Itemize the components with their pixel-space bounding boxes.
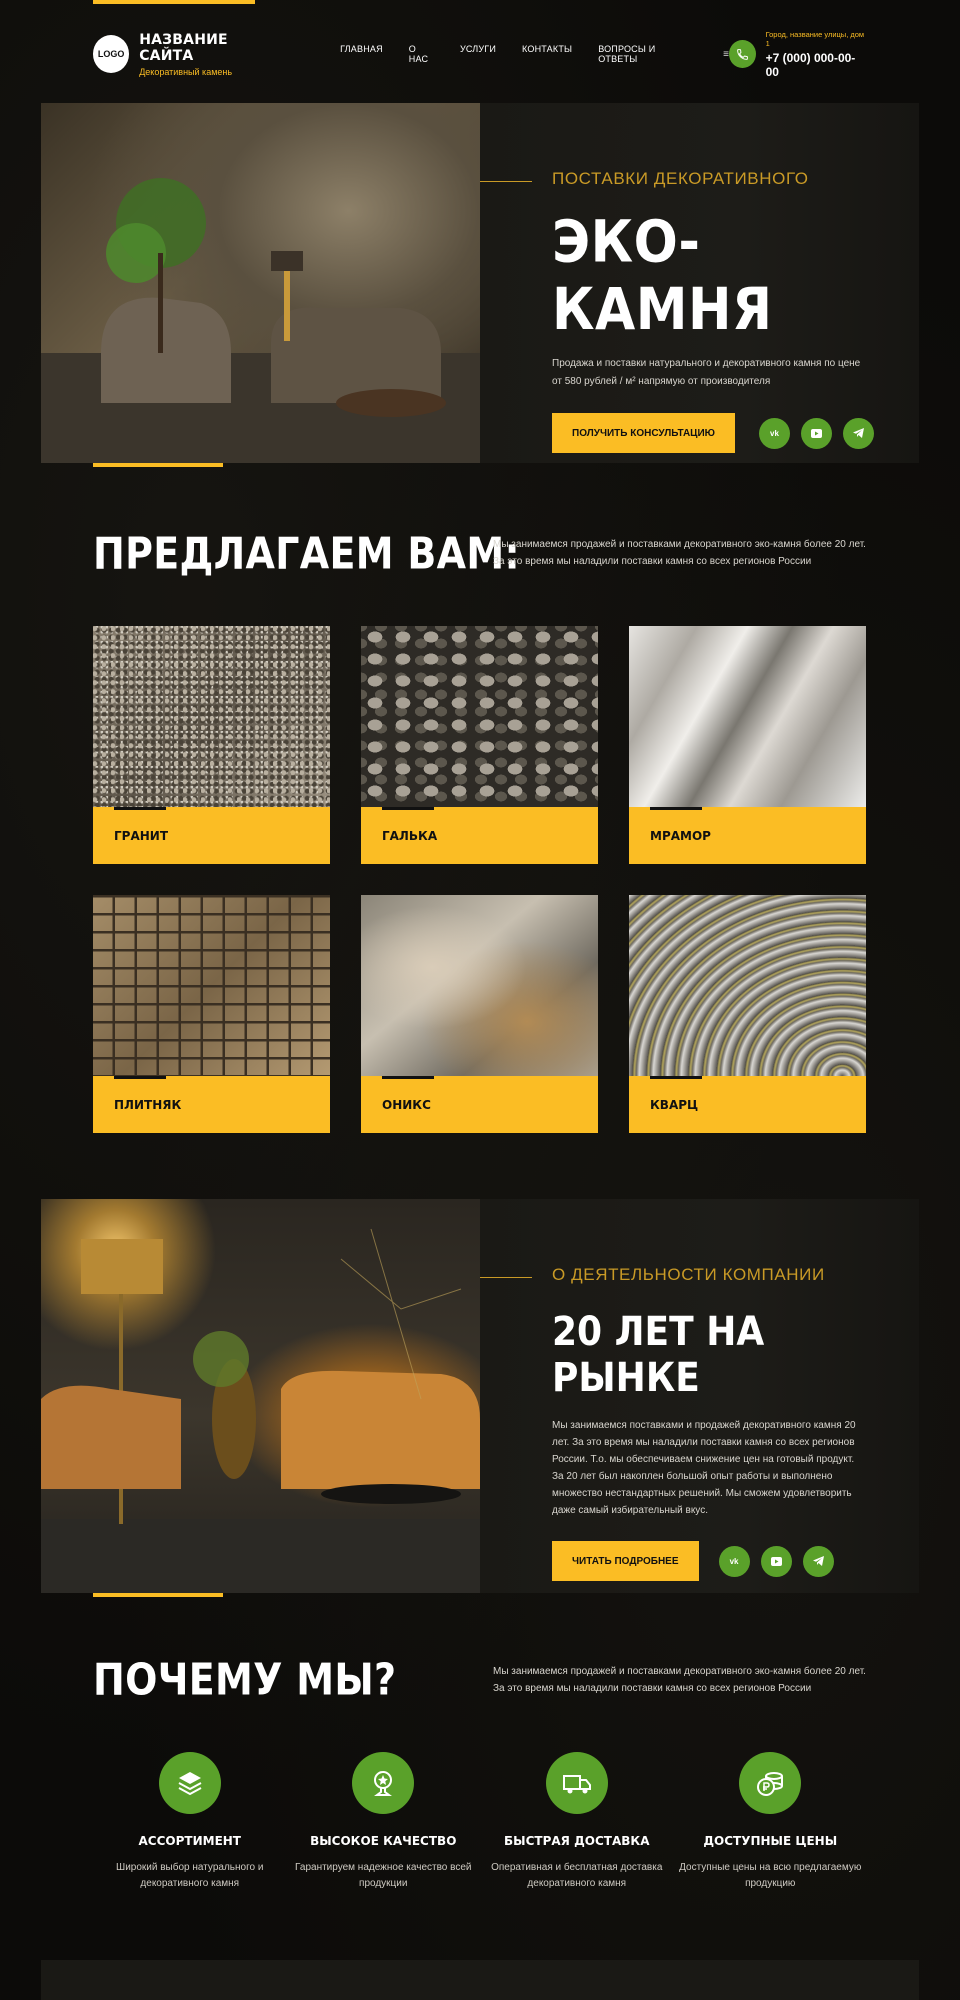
vk-icon[interactable]: vk xyxy=(719,1546,750,1577)
about-underline xyxy=(93,1593,223,1597)
nav-about[interactable]: О НАС xyxy=(408,44,429,64)
feature-title: БЫСТРАЯ ДОСТАВКА xyxy=(504,1834,650,1848)
contact-block xyxy=(729,30,865,79)
granite-image xyxy=(93,626,330,807)
hero-social xyxy=(759,418,874,449)
card-pebble[interactable] xyxy=(361,626,598,864)
layers-icon xyxy=(159,1752,221,1814)
telegram-icon[interactable] xyxy=(803,1546,834,1577)
read-more-button[interactable]: ЧИТАТЬ ПОДРОБНЕЕ xyxy=(552,1541,699,1581)
about-description: Мы занимаемся поставками и продажей декоративного камня 20 лет. За это время мы наладили поставки камня со всех регионов России. Т.о. мы обеспечиваем снижение цен на готовый продукт. За 20 лет был накоплен большой опыт работы и выполнено множество нестандартных решений. Мы сможем удовлетворить даже самый избирательный вкус. xyxy=(552,1420,856,1516)
card-label: ГРАНИТ xyxy=(93,807,330,864)
offer-title: ПРЕДЛАГАЕМ ВАМ: xyxy=(93,528,520,579)
card-label: КВАРЦ xyxy=(629,1076,866,1133)
card-onyx[interactable] xyxy=(361,895,598,1133)
feature-delivery xyxy=(480,1752,674,1892)
card-label: ГАЛЬКА xyxy=(361,807,598,864)
card-label: ОНИКС xyxy=(361,1076,598,1133)
feature-quality xyxy=(287,1752,481,1892)
onyx-image xyxy=(361,895,598,1076)
features-list xyxy=(93,1752,867,1892)
feature-title: АССОРТИМЕНТ xyxy=(138,1834,241,1848)
feature-prices xyxy=(674,1752,868,1892)
card-flagstone[interactable] xyxy=(93,895,330,1133)
site-name: НАЗВАНИЕ САЙТА xyxy=(139,31,228,64)
phone-number[interactable]: +7 (000) 000-00-00 xyxy=(765,50,856,79)
about-title: 20 ЛЕТ НА РЫНКЕ xyxy=(552,1309,765,1401)
pebble-image xyxy=(361,626,598,807)
award-icon xyxy=(352,1752,414,1814)
nav-faq[interactable]: ВОПРОСЫ И ОТВЕТЫ xyxy=(598,44,656,64)
site-subtitle: Декоративный камень xyxy=(139,66,233,77)
hero-image xyxy=(41,103,480,463)
hero-description: Продажа и поставки натурального и декоративного камня по цене от 580 рублей / м² напрямую от производителя xyxy=(552,358,861,387)
menu-icon[interactable]: ≡ xyxy=(723,48,729,60)
address: Город, название улицы, дом 1 xyxy=(765,29,865,48)
nav-contacts[interactable]: КОНТАКТЫ xyxy=(522,44,573,54)
nav-services[interactable]: УСЛУГИ xyxy=(459,44,497,54)
about-social xyxy=(719,1546,834,1577)
truck-icon xyxy=(546,1752,608,1814)
youtube-icon[interactable] xyxy=(801,418,832,449)
hero-section xyxy=(41,103,919,463)
hero-underline xyxy=(93,463,223,467)
about-image xyxy=(41,1199,480,1593)
youtube-icon[interactable] xyxy=(761,1546,792,1577)
vk-icon[interactable]: vk xyxy=(759,418,790,449)
card-label: ПЛИТНЯК xyxy=(93,1076,330,1133)
feature-title: ДОСТУПНЫЕ ЦЕНЫ xyxy=(703,1834,838,1848)
flagstone-image xyxy=(93,895,330,1076)
card-marble[interactable] xyxy=(629,626,866,864)
top-accent-bar xyxy=(93,0,255,4)
about-section xyxy=(41,1199,919,1593)
feature-desc: Оперативная и бесплатная доставка декоративного камня xyxy=(491,1862,663,1889)
stone-grid xyxy=(93,626,867,1133)
feature-assortment xyxy=(93,1752,287,1892)
card-label: МРАМОР xyxy=(629,807,866,864)
telegram-icon[interactable] xyxy=(843,418,874,449)
card-quartz[interactable] xyxy=(629,895,866,1133)
feature-desc: Широкий выбор натурального и декоративного камня xyxy=(116,1862,264,1889)
feature-title: ВЫСОКОЕ КАЧЕСТВО xyxy=(310,1834,457,1848)
offer-description: Мы занимаемся продажей и поставками декоративного эко-камня более 20 лет. За это время мы наладили поставки камня со всех регионов России xyxy=(493,539,866,567)
quartz-image xyxy=(629,895,866,1076)
feature-desc: Гарантируем надежное качество всей продукции xyxy=(295,1862,472,1889)
hero-title: ЭКО-КАМНЯ xyxy=(552,209,773,344)
site-header xyxy=(93,30,865,78)
main-nav xyxy=(340,44,709,64)
nav-home[interactable]: ГЛАВНАЯ xyxy=(340,44,383,54)
card-granite[interactable] xyxy=(93,626,330,864)
phone-icon[interactable] xyxy=(729,40,756,68)
coins-icon xyxy=(739,1752,801,1814)
consultation-button[interactable]: ПОЛУЧИТЬ КОНСУЛЬТАЦИЮ xyxy=(552,413,735,453)
brand xyxy=(139,32,280,77)
about-kicker: О ДЕЯТЕЛЬНОСТИ КОМПАНИИ xyxy=(552,1265,825,1284)
marble-image xyxy=(629,626,866,807)
hero-kicker: ПОСТАВКИ ДЕКОРАТИВНОГО xyxy=(552,169,809,188)
about-kicker-line xyxy=(480,1277,532,1278)
feature-desc: Доступные цены на всю предлагаемую продукцию xyxy=(679,1862,862,1889)
why-title: ПОЧЕМУ МЫ? xyxy=(93,1654,397,1705)
logo[interactable]: LOGO xyxy=(93,35,129,73)
hero-kicker-line xyxy=(480,181,532,182)
footer-strip xyxy=(41,1960,919,2000)
why-description: Мы занимаемся продажей и поставками декоративного эко-камня более 20 лет. За это время мы наладили поставки камня со всех регионов России xyxy=(493,1666,866,1694)
